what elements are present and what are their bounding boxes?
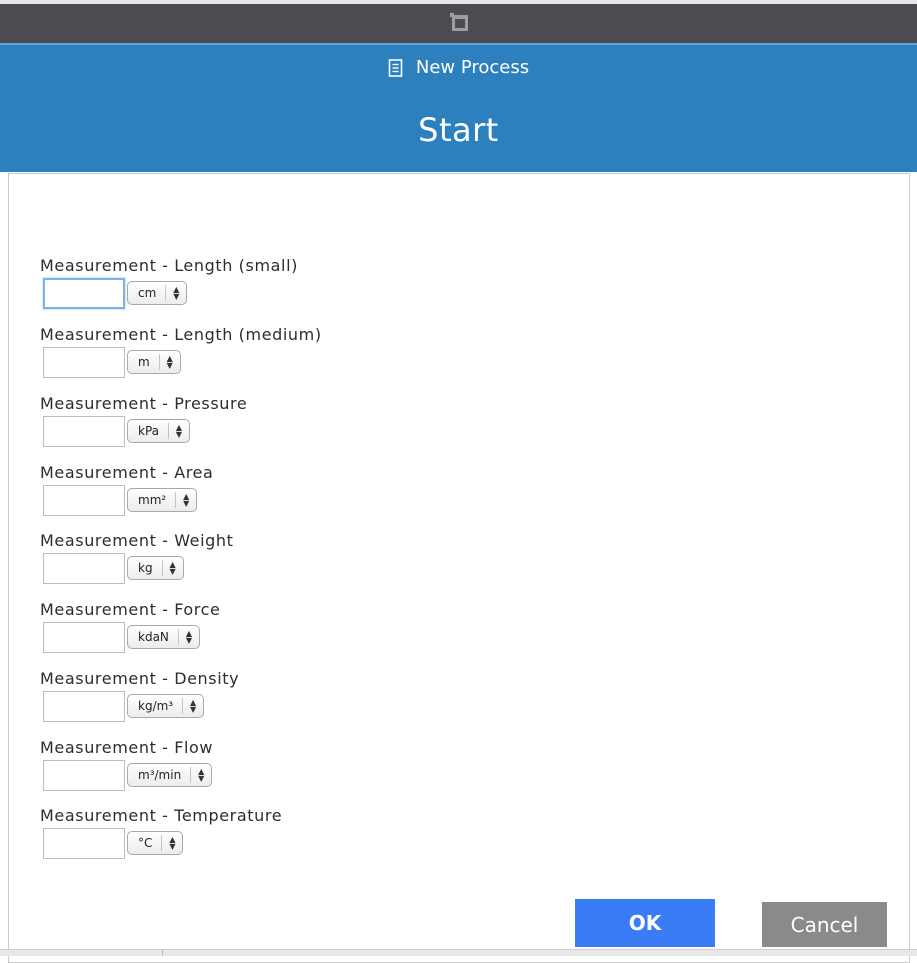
chevron-up-down-icon: ▲ ▼ bbox=[168, 423, 189, 439]
unit-select-pressure[interactable] bbox=[127, 419, 190, 443]
chevron-up-down-icon: ▲ ▼ bbox=[165, 285, 186, 301]
chevron-up-down-icon: ▲ ▼ bbox=[161, 835, 182, 851]
field-length-medium bbox=[40, 325, 540, 389]
field-label: Measurement - Density bbox=[40, 669, 240, 688]
chevron-up-down-icon: ▲ ▼ bbox=[159, 354, 180, 370]
field-temperature bbox=[40, 806, 540, 870]
horizontal-scrollbar[interactable] bbox=[0, 949, 917, 956]
field-label: Measurement - Length (medium) bbox=[40, 325, 322, 344]
field-label: Measurement - Flow bbox=[40, 738, 214, 757]
chevron-up-down-icon: ▲ ▼ bbox=[190, 767, 211, 783]
unit-value: °C bbox=[138, 836, 153, 850]
weight-input[interactable] bbox=[43, 553, 125, 584]
field-force bbox=[40, 600, 540, 664]
unit-select-flow[interactable] bbox=[127, 763, 212, 787]
field-area bbox=[40, 463, 540, 527]
unit-select-area[interactable] bbox=[127, 488, 197, 512]
breadcrumb-label: New Process bbox=[415, 57, 530, 78]
page-header bbox=[0, 43, 917, 172]
window-title-bar bbox=[0, 0, 917, 43]
chevron-up-down-icon: ▲ ▼ bbox=[175, 492, 196, 508]
scrollbar-thumb[interactable] bbox=[0, 950, 163, 956]
unit-value: cm bbox=[138, 286, 157, 300]
unit-value: kg bbox=[138, 561, 153, 575]
temperature-input[interactable] bbox=[43, 828, 125, 859]
force-input[interactable] bbox=[43, 622, 125, 653]
chevron-up-down-icon: ▲ ▼ bbox=[162, 560, 183, 576]
field-label: Measurement - Pressure bbox=[40, 394, 248, 413]
field-flow bbox=[40, 738, 540, 802]
density-input[interactable] bbox=[43, 691, 125, 722]
field-label: Measurement - Force bbox=[40, 600, 221, 619]
unit-value: mm² bbox=[138, 493, 167, 507]
field-label: Measurement - Area bbox=[40, 463, 214, 482]
unit-select-length-small[interactable] bbox=[127, 281, 187, 305]
cancel-button[interactable]: Cancel bbox=[762, 902, 887, 947]
document-icon bbox=[388, 59, 404, 77]
unit-value: kdaN bbox=[138, 630, 169, 644]
chevron-up-down-icon: ▲ ▼ bbox=[182, 698, 203, 714]
unit-select-weight[interactable] bbox=[127, 556, 184, 580]
page-title: Start bbox=[418, 111, 499, 149]
unit-select-force[interactable] bbox=[127, 625, 200, 649]
length-medium-input[interactable] bbox=[43, 347, 125, 378]
chevron-up-down-icon: ▲ ▼ bbox=[178, 629, 199, 645]
unit-value: kg/m³ bbox=[138, 699, 174, 713]
unit-value: kPa bbox=[138, 424, 159, 438]
area-input[interactable] bbox=[43, 485, 125, 516]
field-label: Measurement - Length (small) bbox=[40, 256, 298, 275]
window-restore-icon[interactable] bbox=[450, 13, 470, 33]
unit-value: m³/min bbox=[138, 768, 182, 782]
field-label: Measurement - Temperature bbox=[40, 806, 283, 825]
ok-button[interactable]: OK bbox=[575, 899, 715, 947]
field-pressure bbox=[40, 394, 540, 458]
length-small-input[interactable] bbox=[43, 278, 125, 309]
flow-input[interactable] bbox=[43, 760, 125, 791]
unit-select-density[interactable] bbox=[127, 694, 204, 718]
unit-value: m bbox=[138, 355, 150, 369]
form-panel bbox=[8, 173, 910, 963]
field-density bbox=[40, 669, 540, 733]
field-length-small bbox=[40, 256, 540, 320]
unit-select-length-medium[interactable] bbox=[127, 350, 181, 374]
breadcrumb bbox=[0, 57, 917, 79]
field-weight bbox=[40, 531, 540, 595]
pressure-input[interactable] bbox=[43, 416, 125, 447]
unit-select-temperature[interactable] bbox=[127, 831, 183, 855]
field-label: Measurement - Weight bbox=[40, 531, 234, 550]
